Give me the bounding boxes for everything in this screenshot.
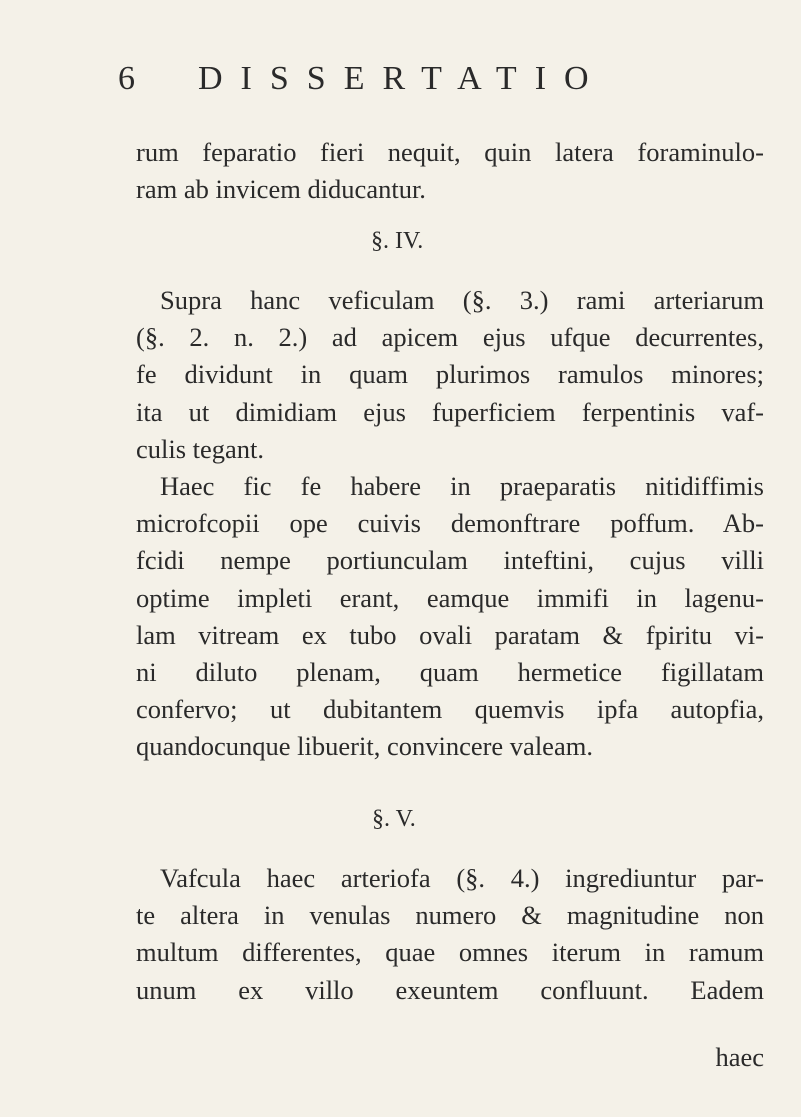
text-line: Vafcula haec arteriofa (§. 4.) ingrediuntur par- [160,863,764,893]
paragraph-v [136,860,764,1009]
page-number: 6 [118,60,135,97]
text-line: (§. 2. n. 2.) ad apicem ejus ufque decurrentes, [136,322,764,353]
catchword: haec [715,1042,764,1072]
paragraph-iv-second [136,468,764,766]
text-line: rum feparatio fieri nequit, quin latera foraminulo- [136,137,764,167]
section-heading-v: §. V. [372,806,416,832]
text-line: unum ex villo exeuntem confluunt. Eadem [136,974,764,1005]
text-line: lam vitream ex tubo ovali paratam & fpiritu vi- [136,619,764,650]
text-line: culis tegant. [136,433,265,464]
text-line: ita ut dimidiam ejus fuperficiem ferpentinis vaf- [136,396,764,427]
running-head: DISSERTATIO [198,60,607,97]
text-line: confervo; ut dubitantem quemvis ipfa autopfia, [136,694,764,725]
text-line: ni diluto plenam, quam hermetice figillatam [136,657,764,688]
text-line: multum differentes, quae omnes iterum in ramum [136,937,764,968]
text-line: Haec fic fe habere in praeparatis nitidiffimis [160,471,764,501]
text-line: fe dividunt in quam plurimos ramulos minores; [136,359,764,390]
text-line: te altera in venulas numero & magnitudine non [136,900,764,931]
text-line: quandocunque libuerit, convincere valeam. [136,731,593,762]
section-heading-iv: §. IV. [371,228,424,254]
paragraph-iv [136,282,764,468]
paragraph-continuation [136,134,764,208]
page-header [118,60,678,100]
text-line: fcidi nempe portiunculam inteftini, cujus villi [136,545,764,576]
text-line: ram ab invicem diducantur. [136,174,426,205]
text-line: microfcopii ope cuivis demonftrare poffum. Ab- [136,508,764,539]
text-line: optime impleti erant, eamque immifi in lagenu- [136,582,764,613]
text-line: Supra hanc veficulam (§. 3.) rami arteriarum [160,285,764,315]
